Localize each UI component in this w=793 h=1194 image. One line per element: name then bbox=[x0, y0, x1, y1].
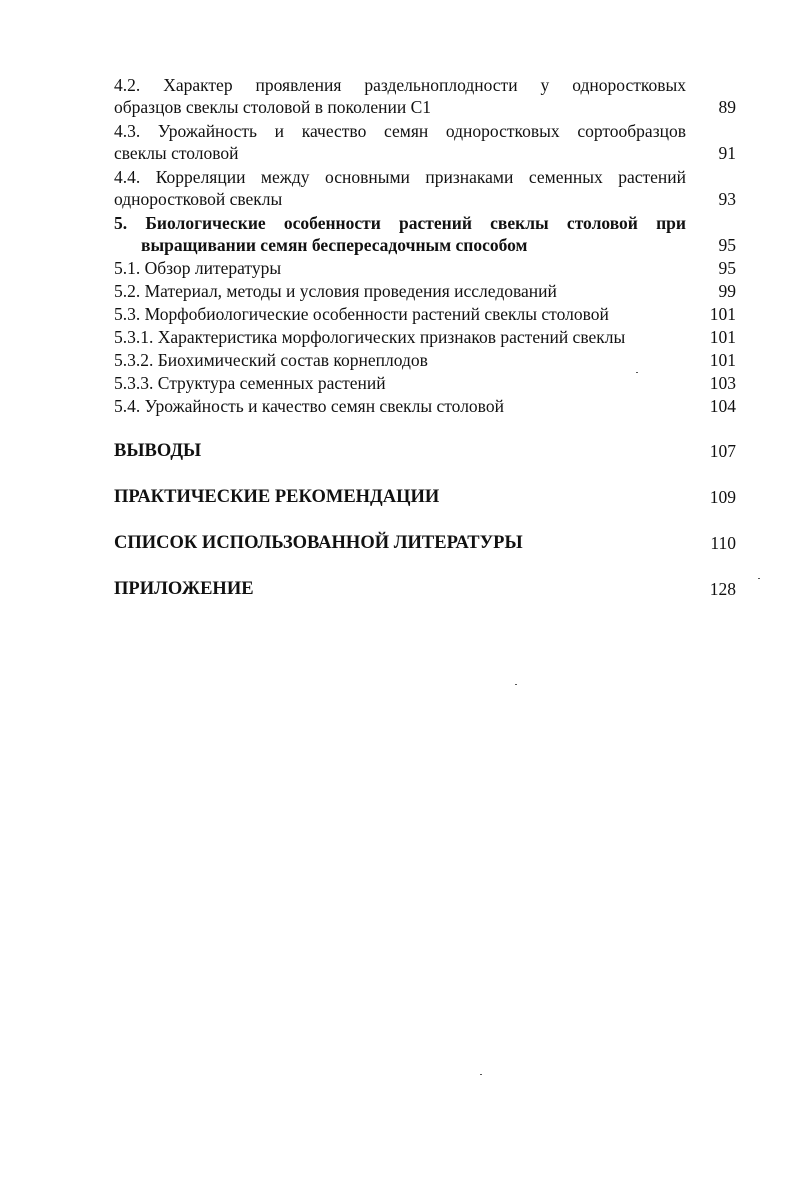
toc-entry-5-3-3 bbox=[114, 372, 736, 394]
scan-speck bbox=[636, 372, 638, 373]
toc-entry-4-4 bbox=[114, 166, 736, 210]
toc-page-number: 99 bbox=[718, 281, 736, 301]
toc-entry-text-continued: одноростковой свеклы bbox=[114, 189, 283, 209]
toc-page-number: 103 bbox=[709, 373, 736, 393]
toc-entry-text: 5.1. Обзор литературы bbox=[114, 258, 282, 278]
toc-entry-4-2 bbox=[114, 74, 736, 118]
toc-section-title: 5. Биологические особенности растений свеклы столовой при bbox=[114, 213, 686, 233]
toc-entry-text: 4.4. Корреляции между основными признаками семенных растений bbox=[114, 167, 686, 187]
toc-entry-5-1 bbox=[114, 257, 736, 279]
toc-entry-text: 5.3. Морфобиологические особенности растений свеклы столовой bbox=[114, 304, 609, 324]
toc-page-number: 91 bbox=[718, 143, 736, 163]
toc-entry-text: 5.2. Материал, методы и условия проведения исследований bbox=[114, 281, 557, 301]
toc-entry-text: 5.4. Урожайность и качество семян свеклы столовой bbox=[114, 396, 504, 416]
toc-entry-4-3 bbox=[114, 120, 736, 164]
scan-speck bbox=[758, 578, 760, 579]
toc-page-number: 101 bbox=[709, 327, 736, 347]
toc-entry-5 bbox=[114, 212, 736, 256]
toc-entry-5-2 bbox=[114, 280, 736, 302]
scan-speck bbox=[515, 684, 517, 685]
toc-heading-text: ПРАКТИЧЕСКИЕ РЕКОМЕНДАЦИИ bbox=[114, 487, 440, 507]
toc-page-number: 89 bbox=[718, 97, 736, 117]
toc-page-number: 95 bbox=[718, 258, 736, 278]
toc-entry-5-4 bbox=[114, 395, 736, 417]
toc-page-number: 107 bbox=[709, 441, 736, 461]
toc-entry-text: 5.3.1. Характеристика морфологических признаков растений свеклы bbox=[114, 327, 626, 347]
toc-heading-references bbox=[114, 531, 736, 555]
toc-entry-text: 4.3. Урожайность и качество семян одноростковых сортообразцов bbox=[114, 121, 686, 141]
toc-entry-text: 5.3.2. Биохимический состав корнеплодов bbox=[114, 350, 428, 370]
toc-heading-conclusions bbox=[114, 439, 736, 463]
toc-page-number: 95 bbox=[718, 235, 736, 255]
toc-section-title-continued: выращивании семян беспересадочным способом bbox=[141, 235, 528, 255]
toc-page-number: 110 bbox=[710, 533, 736, 553]
toc-page-number: 101 bbox=[709, 350, 736, 370]
toc-page-number: 109 bbox=[709, 487, 736, 507]
toc-entry-5-3-2 bbox=[114, 349, 736, 371]
toc-heading-text: СПИСОК ИСПОЛЬЗОВАННОЙ ЛИТЕРАТУРЫ bbox=[114, 533, 523, 553]
toc-entry-text-continued: образцов свеклы столовой в поколении С1 bbox=[114, 97, 431, 117]
toc-entry-5-3-1 bbox=[114, 326, 736, 348]
toc-entry-text: 5.3.3. Структура семенных растений bbox=[114, 373, 386, 393]
toc-page-number: 128 bbox=[709, 579, 736, 599]
toc-entry-5-3 bbox=[114, 303, 736, 325]
toc-heading-text: ПРИЛОЖЕНИЕ bbox=[114, 579, 254, 599]
toc-entry-text: 4.2. Характер проявления раздельноплодности у одноростковых bbox=[114, 75, 686, 95]
toc-page-number: 93 bbox=[718, 189, 736, 209]
scan-speck bbox=[480, 1074, 482, 1075]
toc-heading-appendix bbox=[114, 577, 736, 601]
toc-page-number: 101 bbox=[709, 304, 736, 324]
toc-heading-text: ВЫВОДЫ bbox=[114, 441, 202, 461]
toc-page-number: 104 bbox=[709, 396, 736, 416]
toc-heading-recommendations bbox=[114, 485, 736, 509]
toc-entry-text-continued: свеклы столовой bbox=[114, 143, 239, 163]
